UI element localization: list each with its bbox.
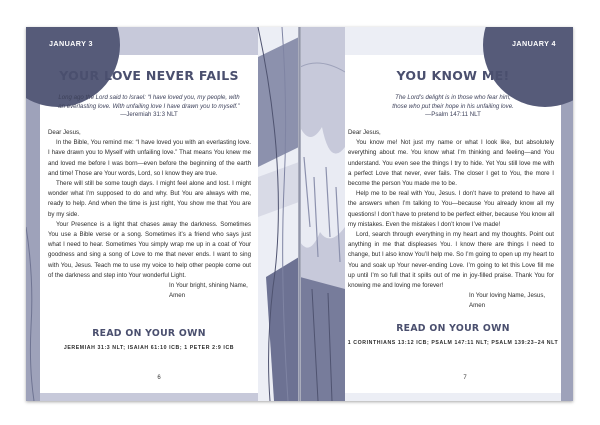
scripture-quote [345, 94, 561, 120]
body-paragraph: You know me! Not just my name or what I look like, but absolutely everything about me. You know what I’m thinking and feeling—and You understand. You even see the things I try to hide. Yet You still love me with a perfect Love that never, ever fails. The closer I get to You, the more I become the person You made me to be. [348, 139, 554, 188]
scripture-reference: —Jeremiah 31:3 NLT [120, 111, 178, 119]
body-paragraph: In the Bible, You remind me: “I have loved you with an everlasting love. I have drawn you to Myself with unfailing love.” That means You knew me and loved me before I was born—even before the beginning of the earth and time! Those are Your words, Lord, so I know they are true. [48, 139, 251, 177]
read-on-your-own-heading: READ ON YOUR OWN [396, 323, 510, 334]
scripture-line: Long ago the Lord said to Israel: “I have loved you, my people, with [58, 94, 240, 101]
signoff-line: In Your loving Name, Jesus, [469, 292, 546, 300]
book-spread [26, 27, 573, 401]
date-label: JANUARY 4 [512, 39, 556, 48]
signoff-amen: Amen [169, 292, 186, 300]
devotion-title: YOUR LOVE NEVER FAILS [59, 68, 239, 83]
signoff-amen: Amen [469, 302, 486, 310]
scripture-reference: —Psalm 147:11 NLT [425, 111, 481, 119]
salutation: Dear Jesus, [48, 129, 81, 136]
letter-body [348, 128, 554, 312]
scripture-line: an everlasting love. With unfailing love I have drawn you to myself.” [58, 102, 240, 110]
signoff-line: In Your bright, shining Name, [169, 282, 248, 290]
page-number: 7 [463, 375, 467, 381]
scripture-line: The Lord’s delight is in those who fear him, [395, 94, 511, 101]
scripture-line: those who put their hope in his unfailing love. [392, 102, 514, 110]
left-page [26, 27, 299, 401]
read-on-your-own-heading: READ ON YOUR OWN [92, 328, 206, 339]
devotion-title: YOU KNOW ME! [396, 68, 510, 83]
body-paragraph: There will still be some tough days. I might feel alone and lost. I might wonder what I’m supposed to do and why. But You are always with me, ready to help. And when the time is just right, You show me that You are by my side. [48, 180, 251, 218]
book-gutter [298, 27, 301, 401]
scripture-quote [40, 94, 258, 120]
letter-body [48, 128, 251, 301]
date-label: JANUARY 3 [49, 39, 93, 48]
right-page [300, 27, 573, 401]
body-paragraph: Help me to be real with You, Jesus. I don’t have to pretend to have all the answers when I’m talking to You—because You already know all my questions! I don’t have to pretend to be perfect either, because You know all my mistakes. Even the mistakes I don’t know I’ve made! [348, 190, 554, 228]
body-paragraph: Lord, search through everything in my heart and my thoughts. Point out anything in me that displeases You. I know there are things I need to change, but I also know You’ll help me. So I’m going to open up my heart to You and soak up Your never-ending Love. I’m going to let this Love fill me up until I’m so full that it spills out of me in joy-filled praise. Thank You for knowing me and loving me forever! [348, 231, 554, 290]
read-references: JEREMIAH 31:3 NLT; ISAIAH 61:10 ICB; 1 PETER 2:9 ICB [63, 345, 235, 351]
body-paragraph: Your Presence is a light that chases away the darkness. Sometimes You use a Bible verse or a song. Sometimes it’s a friend who says just what I need to hear. Sometimes You simply wrap me up in a coat of Your goodness and sing a song of Love to me that never ends. I want to sing with You, Jesus. Teach me to use my voice to help other people come out of the darkness and step into Your wonderful Light. [48, 220, 251, 279]
read-references: 1 CORINTHIANS 13:12 ICB; PSALM 147:11 NLT; PSALM 139:23–24 NLT [347, 340, 559, 346]
salutation: Dear Jesus, [348, 129, 381, 136]
page-number: 6 [157, 375, 161, 381]
